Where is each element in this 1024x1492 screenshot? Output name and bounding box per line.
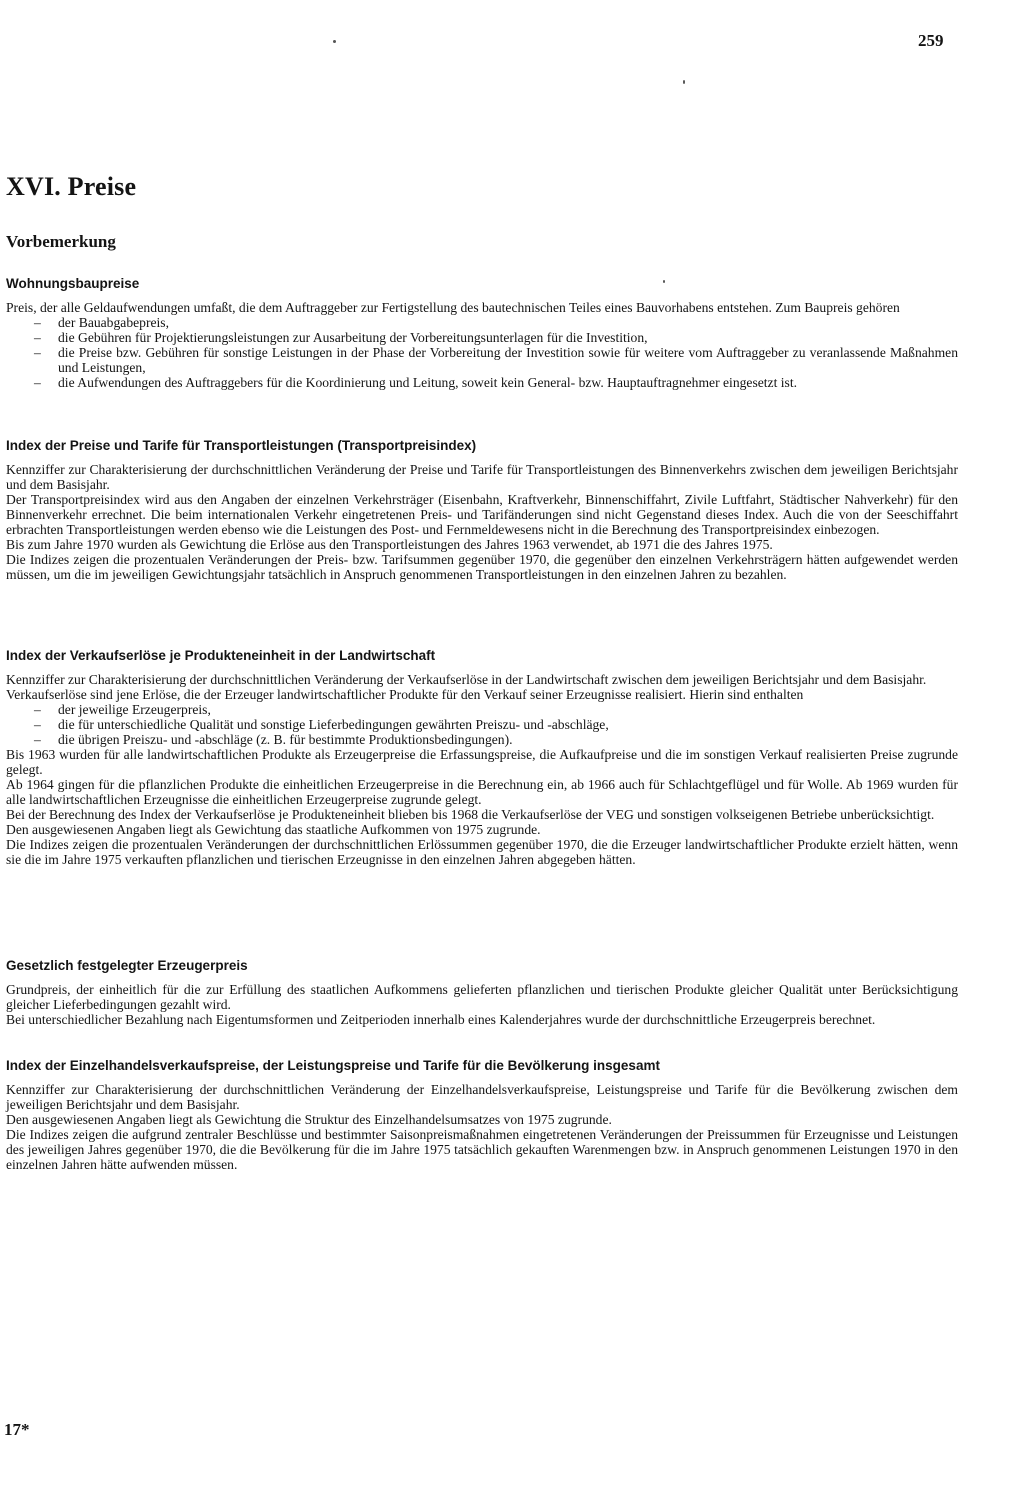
paragraph: Der Transportpreisindex wird aus den Angaben der einzelnen Verkehrsträger (Eisenbahn, Kraftverkehr, Binnenschiffahrt, Zivile Luftfahrt, Städtischer Nahverkehr) für den Binnenverkehr errechnet. Die beim internationalen Verkehr eingetretenen Preis- und Tarifänderungen sind nicht Gegenstand dieses Index. Auch die von der Seeschiffahrt erbrachten Transportleistungen werden ebenso wie die Leistungen des Post- und Fernmeldewesens nicht in die Berechnung des Transportpreisindex einbezogen.: [6, 492, 958, 537]
paragraph: Grundpreis, der einheitlich für die zur Erfüllung des staatlichen Aufkommens gelieferten pflanzlichen und tierischen Produkte gleicher Qualität unter Berücksichtigung gleicher Lieferbedingungen gezahlt wird.: [6, 982, 958, 1012]
section-heading: Index der Verkaufserlöse je Produkteneinheit in der Landwirtschaft: [6, 648, 436, 663]
section-heading: Index der Einzelhandelsverkaufspreise, der Leistungspreise und Tarife für die Bevölkerung insgesamt: [6, 1058, 660, 1073]
paragraph: Den ausgewiesenen Angaben liegt als Gewichtung das staatliche Aufkommen von 1975 zugrunde.: [6, 822, 541, 837]
list-item: – die übrigen Preiszu- und -abschläge (z. B. für bestimmte Produktionsbedingungen).: [28, 732, 958, 747]
paragraph: Bis zum Jahre 1970 wurden als Gewichtung die Erlöse aus den Transportleistungen des Jahres 1963 verwendet, ab 1971 die des Jahres 1975.: [6, 537, 773, 552]
list-item: – der jeweilige Erzeugerpreis,: [28, 702, 958, 717]
section-heading: Wohnungsbaupreise: [6, 276, 140, 291]
paragraph: Bei unterschiedlicher Bezahlung nach Eigentumsformen und Zeitperioden innerhalb eines Kalenderjahres wurde der durchschnittliche Erzeugerpreis berechnet.: [6, 1012, 876, 1027]
component-list: [6, 315, 958, 390]
paragraph: Kennziffer zur Charakterisierung der durchschnittlichen Veränderung der Verkaufserlöse in der Landwirtschaft zwischen dem jeweiligen Berichtsjahr und dem Basisjahr.: [6, 672, 927, 687]
paragraph: Bei der Berechnung des Index der Verkaufserlöse je Produkteneinheit blieben bis 1968 die Verkaufserlöse der VEG und sonstigen volkseigenen Betriebe unberücksichtigt.: [6, 807, 935, 822]
list-item: – die Aufwendungen des Auftraggebers für die Koordinierung und Leitung, soweit kein General- bzw. Hauptauftragnehmer eingesetzt ist.: [28, 375, 958, 390]
paragraph: Ab 1964 gingen für die pflanzlichen Produkte die einheitlichen Erzeugerpreise in die Berechnung ein, ab 1966 auch für Schlachtgeflügel und für Wolle. Ab 1969 wurden für alle landwirtschaftlichen Erzeugnisse die einheitlichen Erzeugerpreise zugrunde gelegt.: [6, 777, 958, 807]
component-list: [6, 702, 958, 747]
paragraph: Kennziffer zur Charakterisierung der durchschnittlichen Veränderung der Einzelhandelsverkaufspreise, Leistungspreise und Tarife für die Bevölkerung zwischen dem jeweiligen Berichtsjahr und dem Basisjahr.: [6, 1082, 958, 1112]
paragraph: Die Indizes zeigen die aufgrund zentraler Beschlüsse und bestimmter Saisonpreismaßnahmen eingetretenen Veränderungen der Preissummen für Erzeugnisse und Leistungen des jeweiligen Jahres gegenüber 1970, die die Bevölkerung für die im Jahre 1975 tatsächlich gekauften Warenmengen bzw. in Anspruch genommenen Leistungen 1970 in den einzelnen Jahren hätte aufwenden müssen.: [6, 1127, 958, 1172]
section-agricultural-sales-revenue-index: [6, 648, 958, 867]
list-item: – die für unterschiedliche Qualität und sonstige Lieferbedingungen gewährten Preiszu- und -abschläge,: [28, 717, 958, 732]
list-item: – der Bauabgabepreis,: [28, 315, 958, 330]
section-heading: Index der Preise und Tarife für Transportleistungen (Transportpreisindex): [6, 438, 477, 453]
paragraph: Kennziffer zur Charakterisierung der durchschnittlichen Veränderung der Preise und Tarife für Transportleistungen des Binnenverkehrs zwischen dem jeweiligen Berichtsjahr und dem Basisjahr.: [6, 462, 958, 492]
section-retail-price-index: [6, 1058, 958, 1172]
preliminary-remarks-heading: Vorbemerkung: [6, 232, 116, 251]
scan-speck: [663, 280, 665, 283]
paragraph: Bis 1963 wurden für alle landwirtschaftlichen Produkte als Erzeugerpreise die Erfassungspreise, die Aufkaufpreise und die im sonstigen Verkauf realisierten Preise zugrunde gelegt.: [6, 747, 958, 777]
section-transport-price-index: [6, 438, 958, 582]
paragraph: Die Indizes zeigen die prozentualen Veränderungen der Preis- bzw. Tarifsummen gegenüber 1970, die gegenüber den einzelnen Verkehrsträgern hätten aufgewendet werden müssen, um die im jeweiligen Gewichtungsjahr tatsächlich in Anspruch genommenen Transportleistungen in den einzelnen Jahren zu bezahlen.: [6, 552, 958, 582]
list-item: – die Preise bzw. Gebühren für sonstige Leistungen in der Phase der Vorbereitung der Investition sowie für weitere vom Auftraggeber zu veranlassende Maßnahmen und Leistungen,: [28, 345, 958, 375]
section-intro: Preis, der alle Geldaufwendungen umfaßt, die dem Auftraggeber zur Fertigstellung des bautechnischen Teiles eines Bauvorhabens entstehen. Zum Baupreis gehören: [6, 300, 900, 315]
section-housing-construction-prices: [6, 276, 958, 390]
list-item: – die Gebühren für Projektierungsleistungen zur Ausarbeitung der Vorbereitungsunterlagen für die Investition,: [28, 330, 958, 345]
paragraph: Verkaufserlöse sind jene Erlöse, die der Erzeuger landwirtschaftlicher Produkte für den Verkauf seiner Erzeugnisse realisiert. Hierin sind enthalten: [6, 687, 804, 702]
page-number: 259: [918, 31, 944, 50]
paragraph: Die Indizes zeigen die prozentualen Veränderungen der durchschnittlichen Erlössummen gegenüber 1970, die die Erzeuger landwirtschaftlicher Produkte erzielt hätten, wenn sie die im Jahre 1975 verkauften pflanzlichen und tierischen Erzeugnisse in den einzelnen Jahren abgegeben hätten.: [6, 837, 958, 867]
section-statutory-producer-price: [6, 958, 958, 1027]
chapter-title: XVI. Preise: [6, 172, 137, 201]
section-heading: Gesetzlich festgelegter Erzeugerpreis: [6, 958, 248, 973]
scan-speck: [333, 40, 336, 43]
scan-speck: [683, 80, 685, 84]
signature-mark: 17*: [4, 1420, 30, 1439]
paragraph: Den ausgewiesenen Angaben liegt als Gewichtung die Struktur des Einzelhandelsumsatzes von 1975 zugrunde.: [6, 1112, 612, 1127]
